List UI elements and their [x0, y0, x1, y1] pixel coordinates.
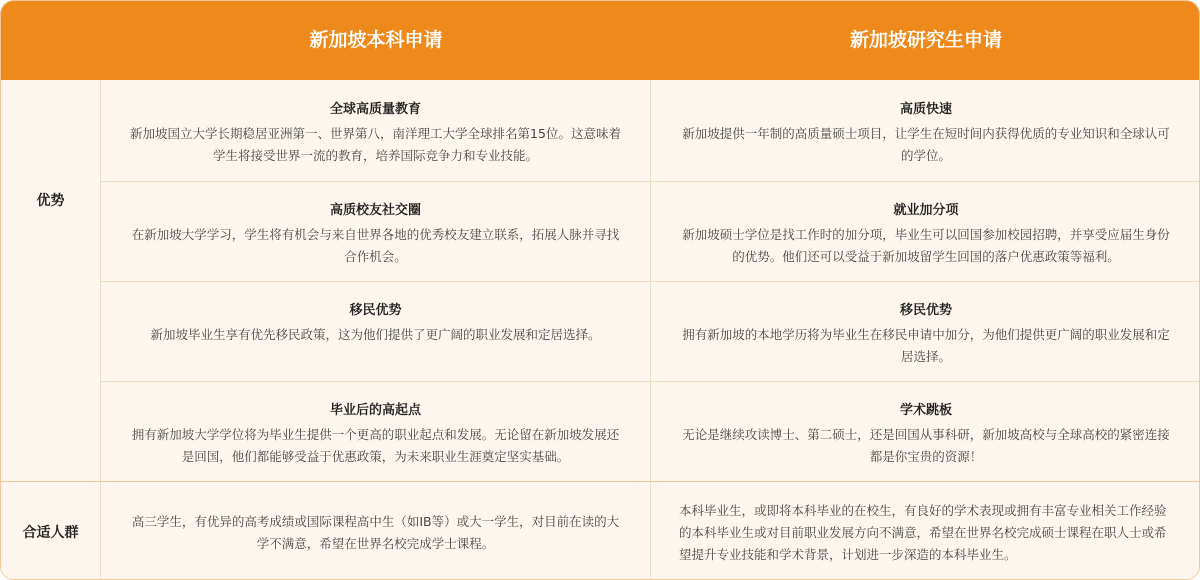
cell-title: 毕业后的高起点 — [329, 403, 421, 418]
cell-description: 拥有新加坡大学学位将为毕业生提供一个更高的职业起点和发展。无论留在新加坡发展还是回国，他们都能够受益于优惠政策，为未来职业生涯奠定坚实基础。 — [131, 427, 620, 464]
header-undergrad: 新加坡本科申请 — [309, 29, 443, 51]
postgrad-advantage-cell — [651, 282, 1200, 381]
postgrad-advantage-cell — [651, 81, 1200, 181]
row-divider — [101, 281, 1200, 282]
undergrad-advantage-cell — [101, 282, 650, 381]
header-postgrad: 新加坡研究生申请 — [849, 29, 1002, 51]
row-divider — [101, 181, 1200, 182]
cell-title: 学术跳板 — [899, 403, 952, 418]
undergrad-advantage-cell — [101, 81, 650, 181]
row-divider — [1, 481, 1200, 482]
postgrad-advantage-cell — [651, 182, 1200, 281]
cell-title: 高质快速 — [899, 102, 952, 117]
cell-description: 拥有新加坡的本地学历将为毕业生在移民申请中加分，为他们提供更广阔的职业发展和定居选择。 — [682, 327, 1170, 364]
audience-description: 高三学生，有优异的高考成绩或国际课程高中生（如IB等）或大一学生，对目前在读的大学不满意，希望在世界名校完成学士课程。 — [131, 513, 620, 551]
table-header — [1, 1, 1200, 80]
cell-title: 全球高质量教育 — [329, 102, 421, 117]
undergrad-advantage-cell — [101, 182, 650, 281]
postgrad-audience-cell — [651, 482, 1200, 580]
column-divider — [100, 80, 101, 580]
cell-description: 新加坡硕士学位是找工作时的加分项，毕业生可以回国参加校园招聘，并享受应届生身份的优势。他们还可以受益于新加坡留学生回国的落户优惠政策等福利。 — [682, 227, 1170, 264]
cell-description: 新加坡国立大学长期稳居亚洲第一、世界第八，南洋理工大学全球排名第15位。这意味着学生将接受世界一流的教育，培养国际竞争力和专业技能。 — [130, 126, 621, 163]
row-divider — [101, 381, 1200, 382]
cell-description: 新加坡毕业生享有优先移民政策，这为他们提供了更广阔的职业发展和定居选择。 — [150, 327, 601, 342]
row-label-advantages: 优势 — [1, 80, 100, 481]
cell-title: 移民优势 — [349, 303, 402, 318]
undergrad-advantage-cell — [101, 382, 650, 481]
cell-description: 无论是继续攻读博士、第二硕士，还是回国从事科研，新加坡高校与全球高校的紧密连接都是你宝贵的资源！ — [682, 427, 1170, 464]
cell-title: 就业加分项 — [893, 203, 959, 218]
cell-description: 新加坡提供一年制的高质量硕士项目，让学生在短时间内获得优质的专业知识和全球认可的学位。 — [682, 126, 1170, 163]
cell-title: 移民优势 — [899, 303, 952, 318]
undergrad-audience-cell — [101, 482, 650, 580]
cell-description: 在新加坡大学学习，学生将有机会与来自世界各地的优秀校友建立联系，拓展人脉并寻找合作机会。 — [131, 227, 620, 264]
audience-description: 本科毕业生，或即将本科毕业的在校生，有良好的学术表现或拥有丰富专业相关工作经验的本科毕业生或对目前职业发展方向不满意，希望在世界名校完成硕士课程在职人士或希望提升专业技能和学术背景，计划进一步深造的本科毕业生。 — [679, 502, 1167, 562]
column-divider — [650, 80, 651, 580]
cell-title: 高质校友社交圈 — [329, 203, 421, 218]
row-label-audience: 合适人群 — [1, 481, 100, 580]
postgrad-advantage-cell — [651, 382, 1200, 481]
